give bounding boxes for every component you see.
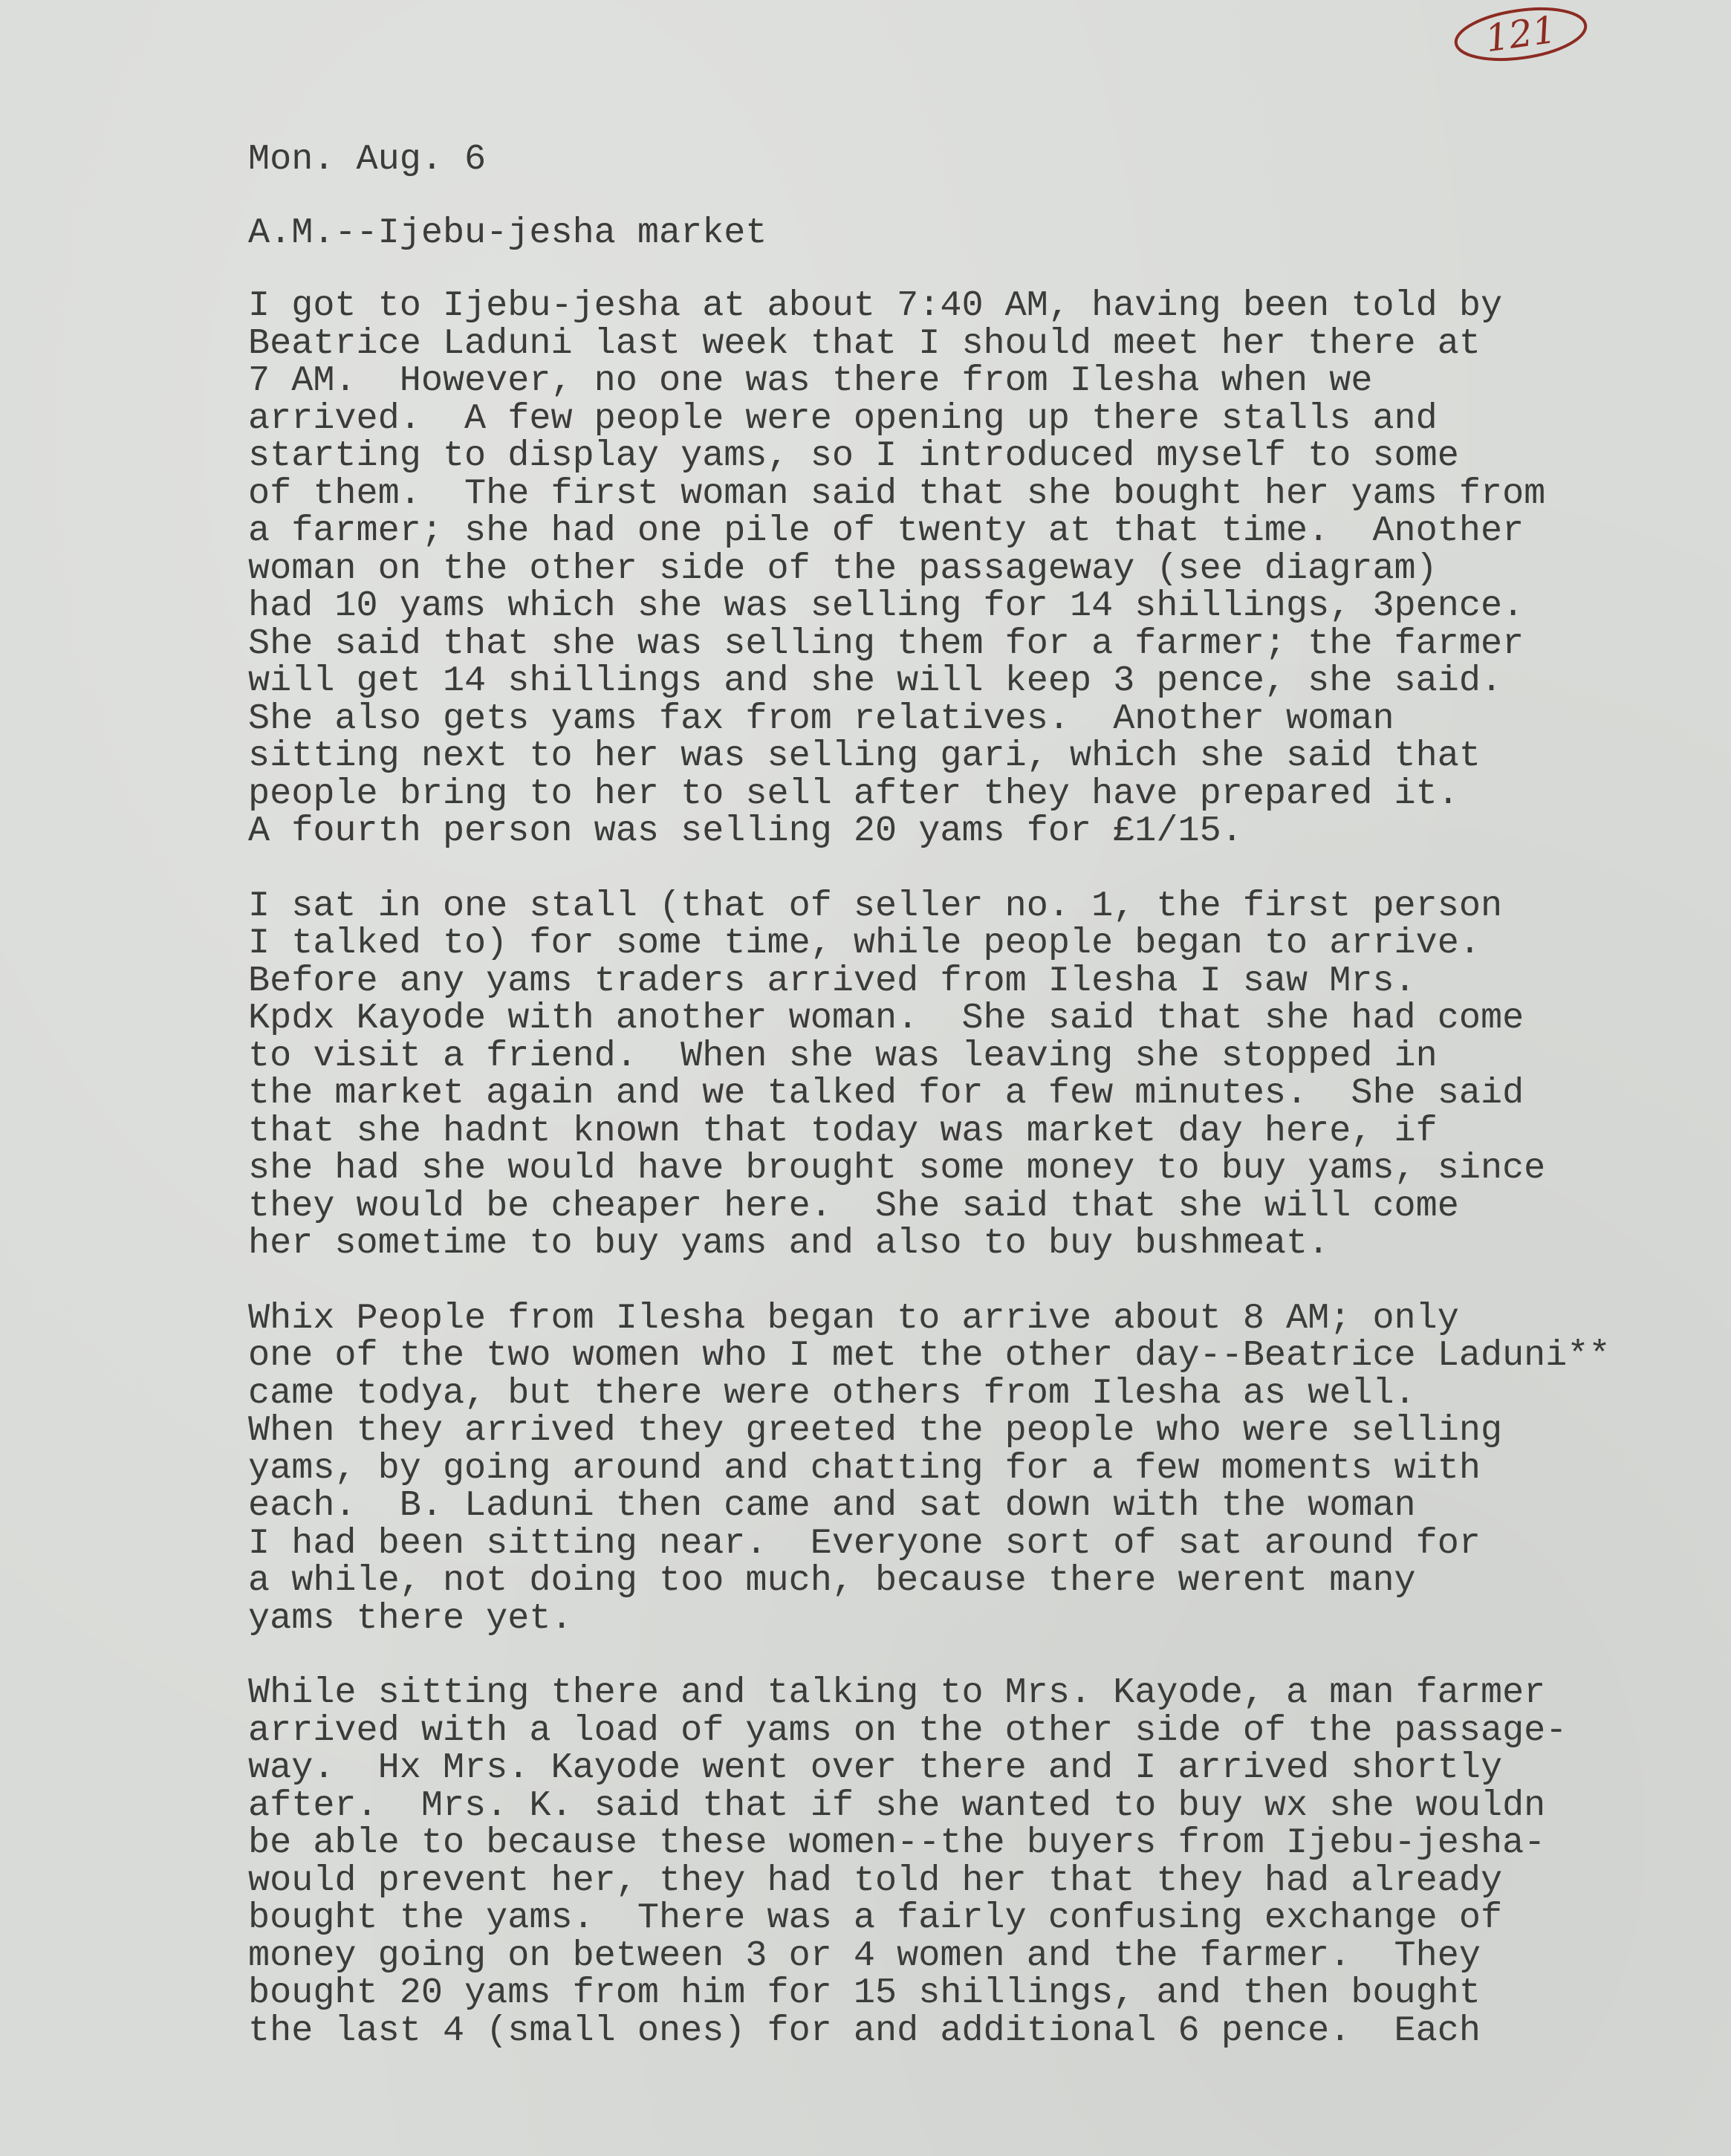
text-line: one of the two women who I met the other day--Beatrice Laduni**: [248, 1335, 1611, 1376]
paragraph-1: [248, 285, 1660, 851]
text-line: came todya, but there were others from Ilesha as well.: [248, 1372, 1416, 1414]
text-line: arrived. A few people were opening up there stalls and: [248, 397, 1438, 439]
text-line: had 10 yams which she was selling for 14 shillings, 3pence.: [248, 585, 1524, 626]
text-line: she had she would have brought some money to buy yams, since: [248, 1148, 1546, 1189]
text-line: woman on the other side of the passageway (see diagram): [248, 548, 1438, 589]
text-line: way. Hx Mrs. Kayode went over there and I arrived shortly: [248, 1747, 1503, 1788]
text-line: a while, not doing too much, because there werent many: [248, 1560, 1416, 1601]
text-line: each. B. Laduni then came and sat down with the woman: [248, 1485, 1416, 1526]
text-line: Kpdx Kayode with another woman. She said that she had come: [248, 998, 1524, 1039]
text-line: bought the yams. There was a fairly confusing exchange of: [248, 1897, 1503, 1938]
entry-heading: A.M.--Ijebu-jesha market: [248, 212, 767, 253]
text-line: yams there yet.: [248, 1597, 573, 1639]
text-line: Whix People from Ilesha began to arrive about 8 AM; only: [248, 1297, 1459, 1339]
text-line: I got to Ijebu-jesha at about 7:40 AM, having been told by: [248, 285, 1503, 326]
paragraph-2: [248, 885, 1660, 1264]
text-line: they would be cheaper here. She said that she will come: [248, 1185, 1459, 1227]
text-line: that she hadnt known that today was market day here, if: [248, 1110, 1438, 1152]
text-line: I sat in one stall (that of seller no. 1, the first person: [248, 885, 1503, 926]
paragraph-4: [248, 1672, 1660, 2051]
paragraph-3: [248, 1297, 1660, 1639]
text-line: will get 14 shillings and she will keep 3 pence, she said.: [248, 660, 1503, 701]
text-line: be able to because these women--the buyers from Ijebu-jesha-: [248, 1822, 1546, 1863]
text-line: her sometime to buy yams and also to buy bushmeat.: [248, 1223, 1330, 1264]
page-number: 121: [1482, 7, 1559, 61]
text-line: I had been sitting near. Everyone sort of sat around for: [248, 1522, 1481, 1564]
text-line: A fourth person was selling 20 yams for £1/15.: [248, 811, 1243, 851]
text-line: people bring to her to sell after they have prepared it.: [248, 773, 1459, 814]
text-line: yams, by going around and chatting for a few moments with: [248, 1447, 1481, 1489]
text-line: sitting next to her was selling gari, which she said that: [248, 736, 1481, 776]
text-line: She said that she was selling them for a farmer; the farmer: [248, 623, 1524, 664]
text-line: to visit a friend. When she was leaving she stopped in: [248, 1035, 1438, 1077]
text-line: When they arrived they greeted the people who were selling: [248, 1410, 1503, 1451]
text-line: Before any yams traders arrived from Ilesha I saw Mrs.: [248, 960, 1416, 1001]
text-line: of them. The first woman said that she bought her yams from: [248, 473, 1546, 514]
entry-date: Mon. Aug. 6: [248, 139, 487, 180]
text-line: the last 4 (small ones) for and additional 6 pence. Each: [248, 2010, 1481, 2051]
text-line: money going on between 3 or 4 women and the farmer. They: [248, 1935, 1481, 1976]
text-line: Beatrice Laduni last week that I should meet her there at: [248, 322, 1481, 364]
text-line: I talked to) for some time, while people began to arrive.: [248, 923, 1481, 964]
text-line: would prevent her, they had told her that they had already: [248, 1860, 1503, 1901]
text-line: a farmer; she had one pile of twenty at that time. Another: [248, 510, 1524, 551]
page-number-circle: [1450, 4, 1591, 64]
text-line: starting to display yams, so I introduced myself to some: [248, 435, 1459, 476]
typed-notes: [248, 141, 1660, 2050]
text-line: arrived with a load of yams on the other side of the passage-: [248, 1709, 1568, 1751]
text-line: 7 AM. However, no one was there from Ilesha when we: [248, 360, 1373, 401]
text-line: after. Mrs. K. said that if she wanted to buy wx she wouldn: [248, 1785, 1546, 1826]
text-line: bought 20 yams from him for 15 shillings, and then bought: [248, 1972, 1481, 2013]
text-line: the market again and we talked for a few minutes. She said: [248, 1073, 1524, 1114]
text-line: She also gets yams fax from relatives. Another woman: [248, 698, 1394, 739]
text-line: While sitting there and talking to Mrs. Kayode, a man farmer: [248, 1672, 1546, 1713]
